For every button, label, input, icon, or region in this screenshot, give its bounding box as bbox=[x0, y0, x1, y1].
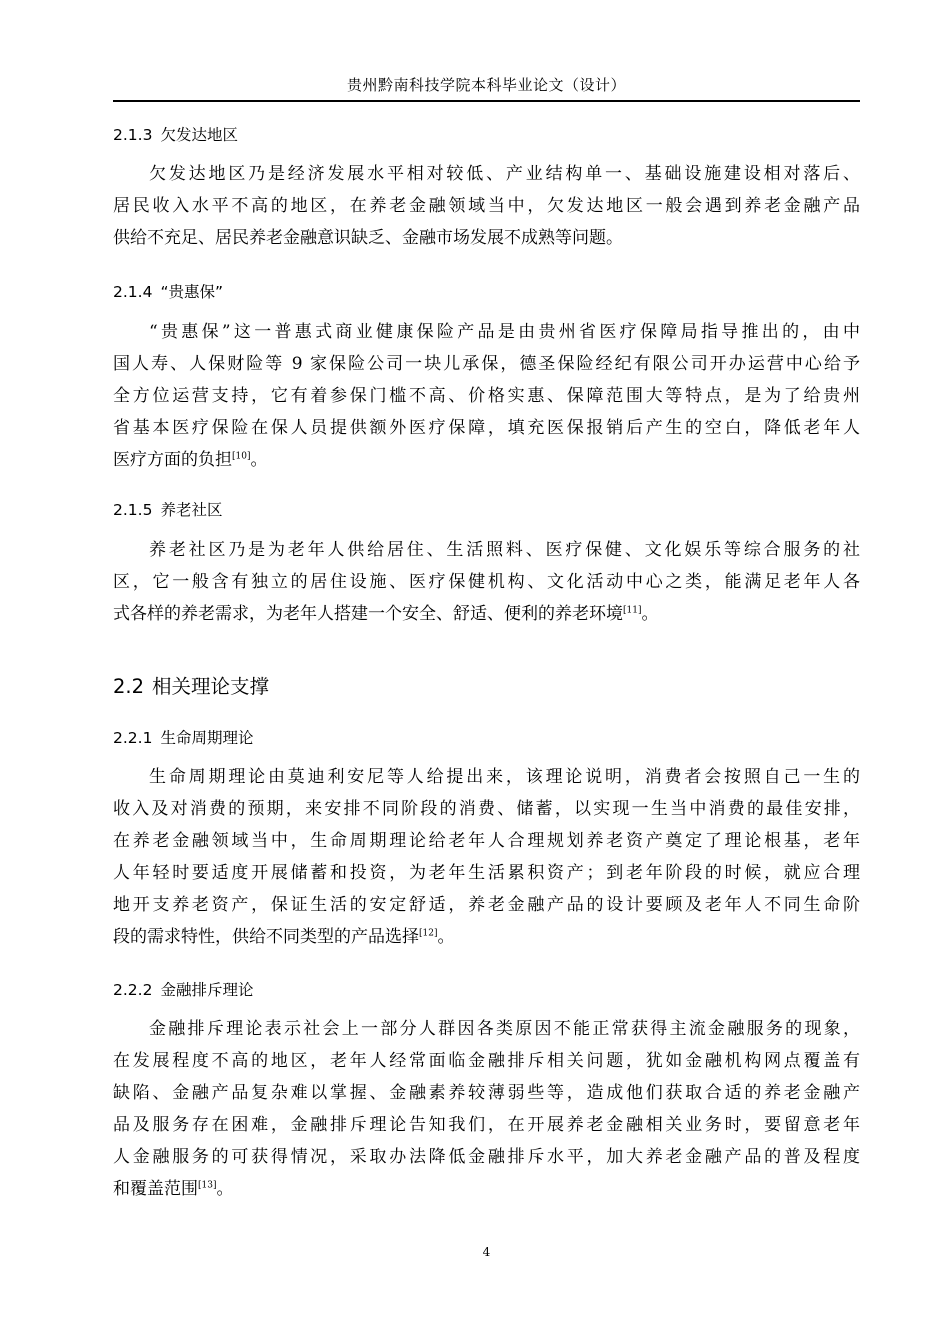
paragraph-line: 区，它一般含有独立的居住设施、医疗保健机构、文化活动中心之类，能满足老年人各 bbox=[113, 572, 860, 592]
section-heading-2-1-5 bbox=[113, 498, 222, 520]
section-title: 金融排斥理论 bbox=[160, 981, 254, 999]
section-number: 2.2 bbox=[113, 675, 145, 698]
line-end: 。 bbox=[216, 1179, 234, 1199]
paragraph-line bbox=[113, 921, 860, 953]
paragraph-line: 品及服务存在困难，金融排斥理论告知我们，在开展养老金融相关业务时，要留意老年 bbox=[113, 1115, 860, 1135]
citation-ref: [13] bbox=[198, 1180, 217, 1191]
paragraph-2-1-5 bbox=[113, 534, 860, 630]
paragraph-line: 在养老金融领域当中，生命周期理论给老年人合理规划养老资产奠定了理论根基，老年 bbox=[113, 831, 860, 851]
line-text: 式各样的养老需求，为老年人搭建一个安全、舒适、便利的养老环境 bbox=[113, 604, 623, 624]
line-text: 和覆盖范围 bbox=[113, 1179, 198, 1199]
citation-ref: [12] bbox=[419, 928, 438, 939]
paragraph-2-1-4 bbox=[113, 316, 860, 476]
section-title: 相关理论支撑 bbox=[152, 675, 270, 698]
paragraph-line: 国人寿、人保财险等 9 家保险公司一块儿承保，德圣保险经纪有限公司开办运营中心给予 bbox=[113, 354, 860, 374]
section-title: 生命周期理论 bbox=[160, 729, 254, 747]
section-number: 2.1.3 bbox=[113, 126, 153, 144]
line-end: 。 bbox=[250, 450, 268, 470]
line-text: 段的需求特性，供给不同类型的产品选择 bbox=[113, 927, 419, 947]
citation-ref: [11] bbox=[623, 605, 642, 616]
paragraph-line: “贵惠保”这一普惠式商业健康保险产品是由贵州省医疗保障局指导推出的，由中 bbox=[149, 322, 860, 342]
paragraph-line: 缺陷、金融产品复杂难以掌握、金融素养较薄弱些等，造成他们获取合适的养老金融产 bbox=[113, 1083, 860, 1103]
line-text: 医疗方面的负担 bbox=[113, 450, 232, 470]
section-number: 2.1.5 bbox=[113, 501, 153, 519]
paragraph-line: 居民收入水平不高的地区，在养老金融领域当中，欠发达地区一般会遇到养老金融产品 bbox=[113, 196, 860, 216]
section-heading-2-2-2 bbox=[113, 978, 253, 1000]
paragraph-line bbox=[113, 444, 860, 476]
section-number: 2.2.1 bbox=[113, 729, 153, 747]
section-title: 养老社区 bbox=[160, 501, 223, 519]
paragraph-line: 全方位运营支持，它有着参保门槛不高、价格实惠、保障范围大等特点，是为了给贵州 bbox=[113, 386, 860, 406]
citation-ref: [10] bbox=[232, 451, 251, 462]
paragraph-line: 金融排斥理论表示社会上一部分人群因各类原因不能正常获得主流金融服务的现象， bbox=[149, 1019, 860, 1039]
paragraph-2-1-3 bbox=[113, 158, 860, 254]
paragraph-line: 养老社区乃是为老年人供给居住、生活照料、医疗保健、文化娱乐等综合服务的社 bbox=[149, 540, 860, 560]
section-number: 2.1.4 bbox=[113, 283, 153, 301]
section-title: “贵惠保” bbox=[160, 283, 224, 301]
paragraph-line: 欠发达地区乃是经济发展水平相对较低、产业结构单一、基础设施建设相对落后、 bbox=[149, 164, 860, 184]
header-rule bbox=[113, 100, 860, 102]
paragraph-2-2-2 bbox=[113, 1013, 860, 1205]
paragraph-line: 地开支养老资产，保证生活的安定舒适，养老金融产品的设计要顾及老年人不同生命阶 bbox=[113, 895, 860, 915]
section-heading-2-2-1 bbox=[113, 726, 253, 748]
paragraph-line: 省基本医疗保险在保人员提供额外医疗保障，填充医保报销后产生的空白，降低老年人 bbox=[113, 418, 860, 438]
section-heading-2-2 bbox=[113, 671, 269, 699]
section-title: 欠发达地区 bbox=[160, 126, 238, 144]
line-end: 。 bbox=[641, 604, 659, 624]
paragraph-line bbox=[113, 598, 860, 630]
section-number: 2.2.2 bbox=[113, 981, 153, 999]
line-end: 。 bbox=[437, 927, 455, 947]
page-number: 4 bbox=[482, 1245, 491, 1259]
running-header: 贵州黔南科技学院本科毕业论文（设计） bbox=[346, 76, 626, 94]
section-heading-2-1-3 bbox=[113, 123, 238, 145]
paragraph-line: 生命周期理论由莫迪利安尼等人给提出来，该理论说明，消费者会按照自己一生的 bbox=[149, 767, 860, 787]
paragraph-line: 人年轻时要适度开展储蓄和投资，为老年生活累积资产；到老年阶段的时候，就应合理 bbox=[113, 863, 860, 883]
section-heading-2-1-4 bbox=[113, 280, 223, 302]
paragraph-line: 收入及对消费的预期，来安排不同阶段的消费、储蓄，以实现一生当中消费的最佳安排， bbox=[113, 799, 860, 819]
paragraph-line: 在发展程度不高的地区，老年人经常面临金融排斥相关问题，犹如金融机构网点覆盖有 bbox=[113, 1051, 860, 1071]
paragraph-line: 人金融服务的可获得情况，采取办法降低金融排斥水平，加大养老金融产品的普及程度 bbox=[113, 1147, 860, 1167]
paragraph-line: 供给不充足、居民养老金融意识缺乏、金融市场发展不成熟等问题。 bbox=[113, 228, 623, 248]
paragraph-line bbox=[113, 1173, 860, 1205]
paragraph-2-2-1 bbox=[113, 761, 860, 953]
